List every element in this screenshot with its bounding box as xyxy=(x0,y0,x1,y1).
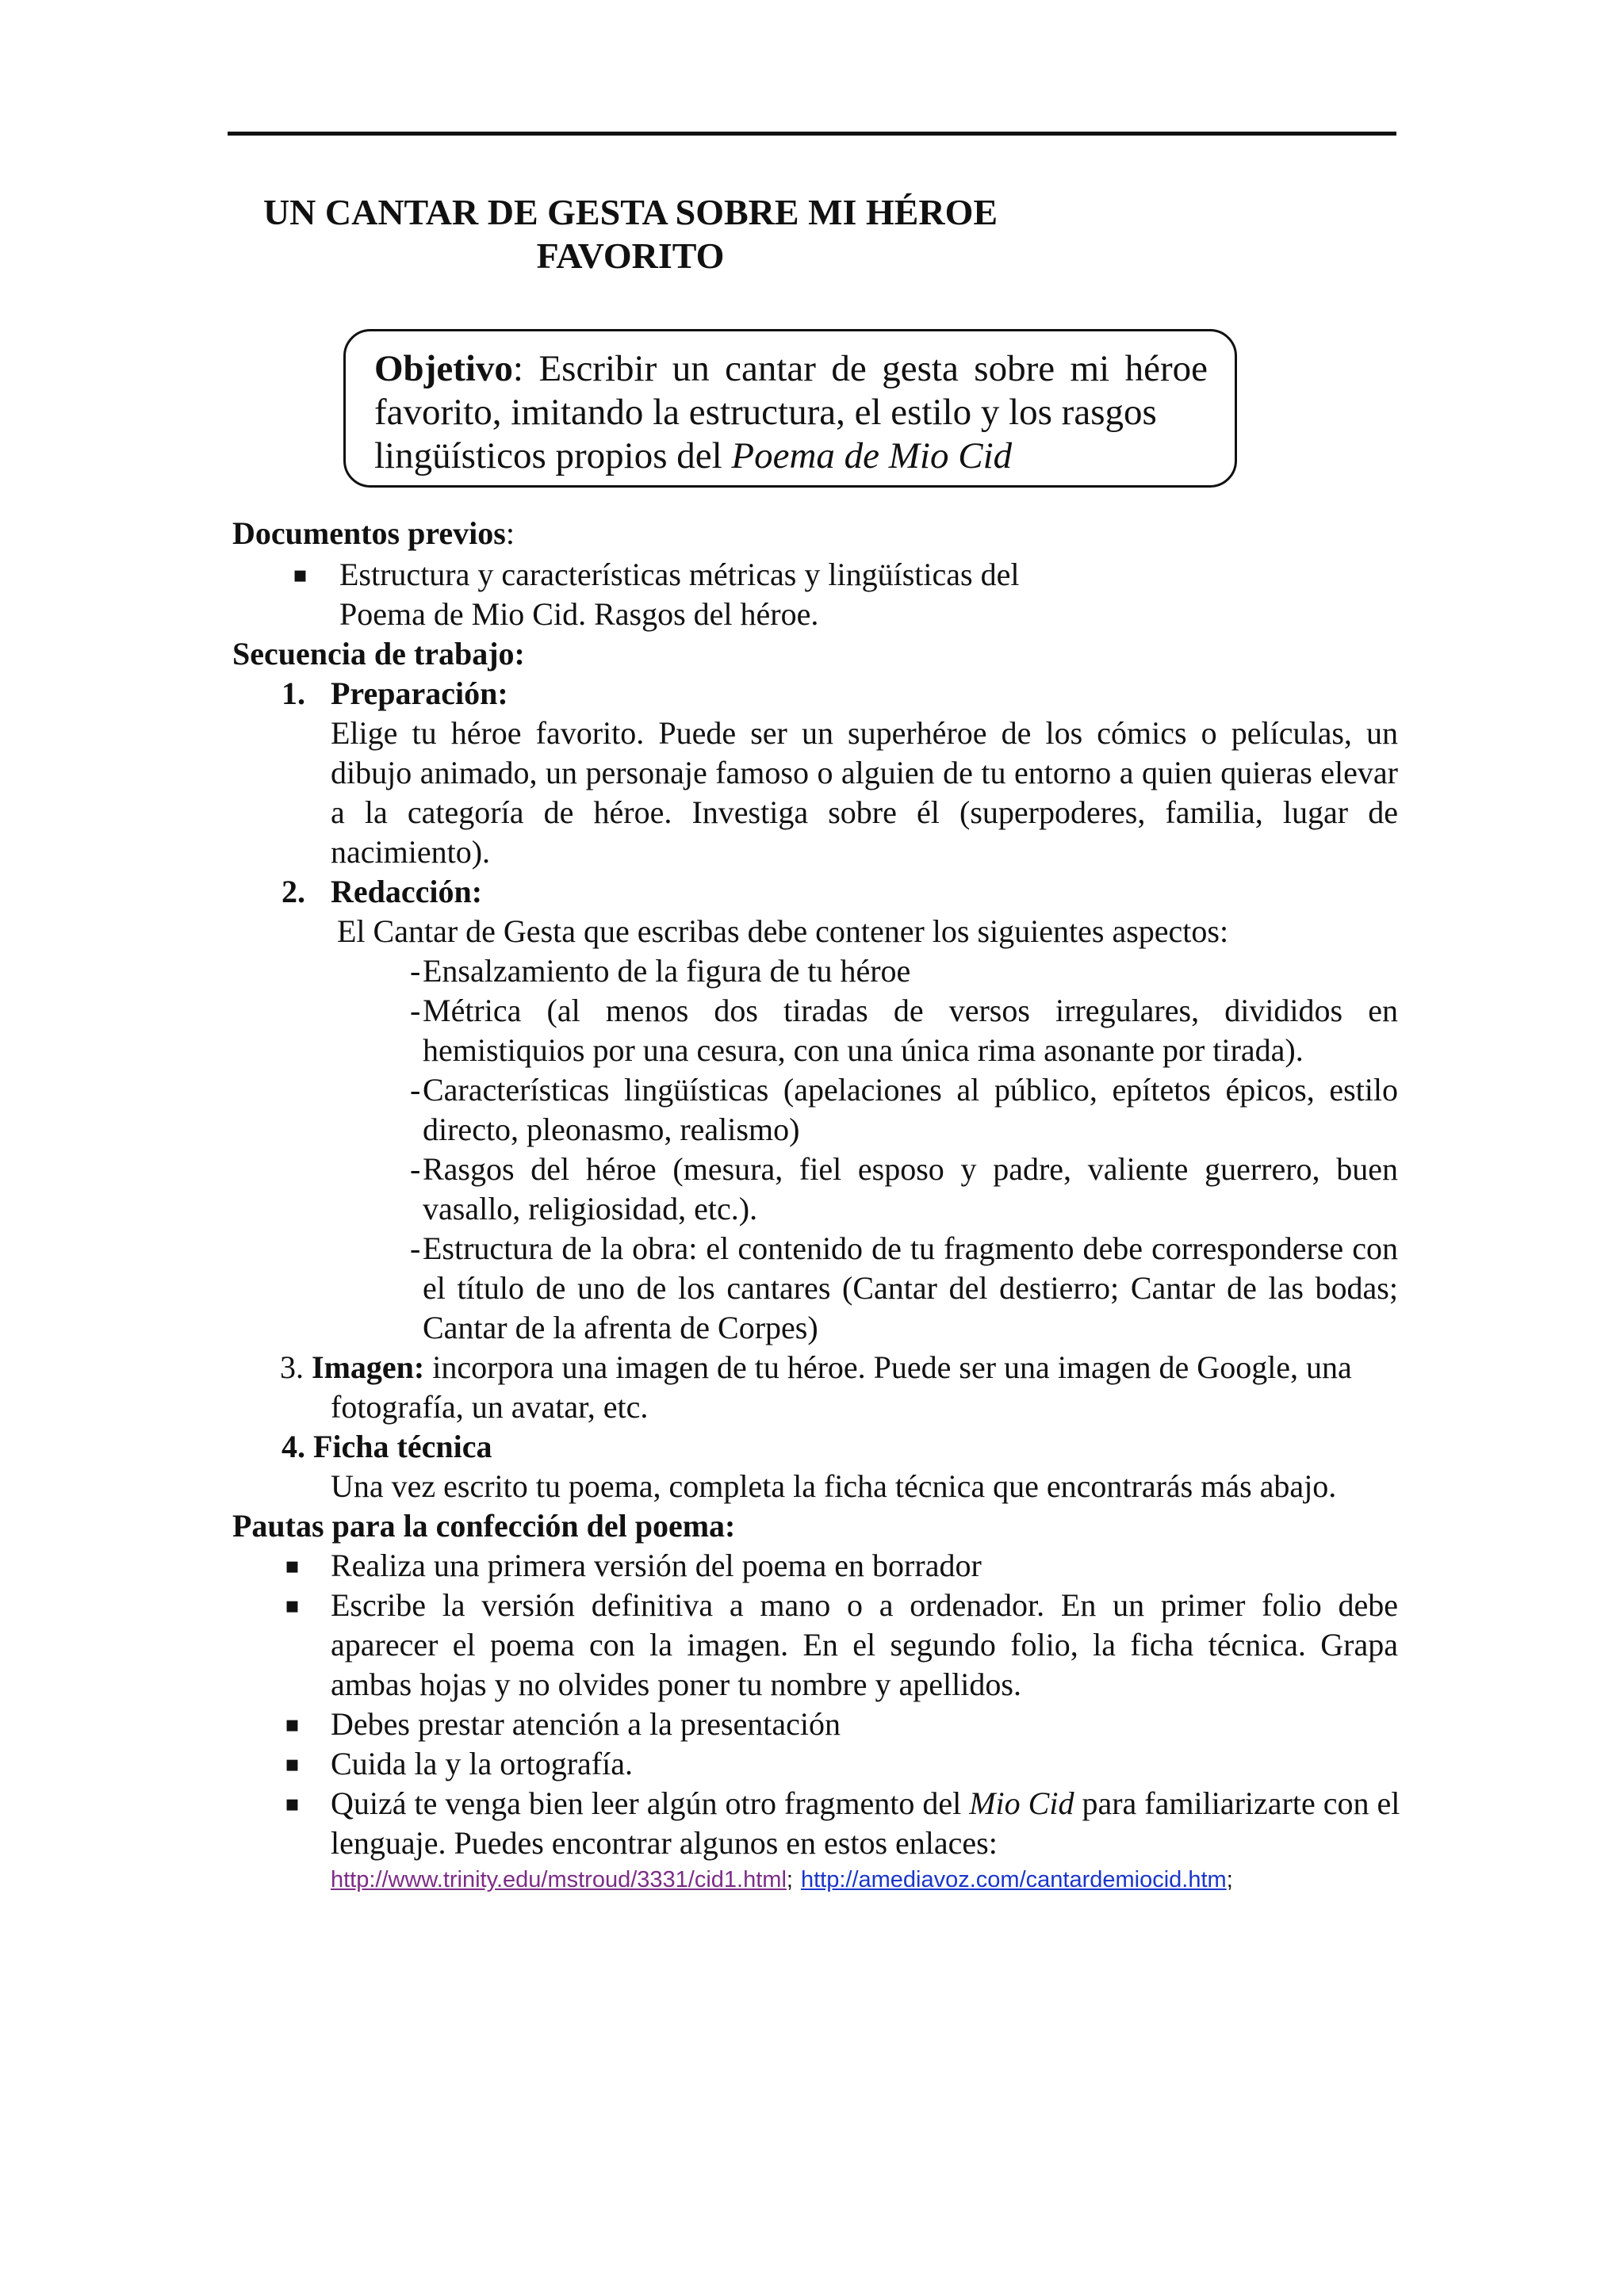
list-item xyxy=(232,1744,1398,1784)
title-line-1: UN CANTAR DE GESTA SOBRE MI HÉROE xyxy=(262,192,998,232)
list-item xyxy=(232,555,1398,634)
links-row xyxy=(331,1863,1398,1895)
documentos-previos-heading: Documentos previos: xyxy=(232,515,515,551)
amediavoz-link[interactable]: http://amediavoz.com/cantardemiocid.htm xyxy=(800,1867,1227,1892)
aspect-text: Métrica (al menos dos tiradas de versos irregulares, divididos en hemistiquios por una cesura, con una única rima asonante por tirada). xyxy=(423,993,1398,1068)
objective-text: : Escribir un cantar de gesta sobre mi héroe favorito, imitando la estructura, el estilo y los rasgos xyxy=(374,348,1208,433)
aspect-text: Estructura de la obra: el contenido de tu fragmento debe corresponderse con el título de uno de los cantares (Cantar del destierro; Cantar de las bodas; Cantar de la afrenta de Corpes) xyxy=(423,1230,1398,1345)
bullet-icon: ▪ xyxy=(285,1790,300,1816)
dash-marker: - xyxy=(410,1072,421,1108)
pauta-text: Quizá te venga bien leer algún otro fragmento del xyxy=(331,1785,970,1821)
list-item xyxy=(410,1070,1398,1150)
pauta-text: Escribe la versión definitiva a mano o a ordenador. En un primer folio debe aparecer el poema con la imagen. En el segundo folio, la ficha técnica. Grapa ambas hojas y no olvides poner tu nombre y apellidos. xyxy=(331,1587,1398,1702)
objective-text-end: lingüísticos propios del xyxy=(374,435,732,476)
pautas-heading: Pautas para la confección del poema: xyxy=(232,1508,736,1544)
step-1 xyxy=(232,674,1398,872)
list-item xyxy=(232,1784,1398,1863)
bullet-icon: ▪ xyxy=(293,561,308,587)
bullet-icon: ▪ xyxy=(285,1751,300,1777)
step-title: Imagen: xyxy=(312,1349,425,1385)
bullet-icon: ▪ xyxy=(285,1711,300,1737)
aspect-text: Características lingüísticas (apelaciones al público, epítetos épicos, estilo directo, pleonasmo, realismo) xyxy=(423,1072,1398,1147)
objective-work-title: Poema de Mio Cid xyxy=(731,435,1013,476)
dash-marker: - xyxy=(410,1230,421,1266)
page-title xyxy=(198,190,1063,277)
step-title: Ficha técnica xyxy=(313,1429,492,1464)
secuencia-heading: Secuencia de trabajo: xyxy=(232,636,525,672)
trinity-link[interactable]: http://www.trinity.edu/mstroud/3331/cid1.html xyxy=(331,1867,787,1892)
objective-last-line xyxy=(374,434,1208,478)
dash-marker: - xyxy=(410,953,421,989)
step-number: 3. xyxy=(280,1349,304,1385)
step-text-line-2: fotografía, un avatar, etc. xyxy=(331,1389,649,1425)
bullet-icon: ▪ xyxy=(285,1592,300,1618)
pauta-text: Debes prestar atención a la presentación xyxy=(331,1706,841,1742)
mio-cid-title: Mio Cid xyxy=(969,1785,1074,1821)
pauta-text: Cuida la y la ortografía. xyxy=(331,1746,633,1781)
step-3 xyxy=(232,1348,1398,1427)
document-body xyxy=(232,514,1398,1895)
list-item xyxy=(232,1705,1398,1744)
title-line-2: FAVORITO xyxy=(536,235,725,276)
step-intro: El Cantar de Gesta que escribas debe contener los siguientes aspectos: xyxy=(337,913,1229,949)
dash-marker: - xyxy=(410,993,421,1028)
step-title: Preparación: xyxy=(331,675,508,711)
step-number: 1. xyxy=(282,675,305,711)
aspect-text: Rasgos del héroe (mesura, fiel esposo y padre, valiente guerrero, buen vasallo, religiosidad, etc.). xyxy=(423,1151,1398,1226)
pauta-text: para familiarizarte con el xyxy=(1074,1785,1400,1821)
objective-label: Objetivo xyxy=(374,348,513,389)
step-text-line-1: incorpora una imagen de tu héroe. Puede ser una imagen de Google, una xyxy=(432,1349,1352,1385)
step-number: 4. xyxy=(282,1429,305,1464)
list-item xyxy=(410,1150,1398,1229)
bullet-icon: ▪ xyxy=(285,1552,300,1578)
step-title: Redacción: xyxy=(331,874,483,909)
list-item xyxy=(232,1586,1398,1705)
step-text: Una vez escrito tu poema, completa la ficha técnica que encontrarás más abajo. xyxy=(331,1468,1337,1504)
header-rule xyxy=(228,132,1396,136)
aspect-text: Ensalzamiento de la figura de tu héroe xyxy=(423,953,911,989)
documentos-item-line-1: Estructura y características métricas y lingüísticas del xyxy=(339,557,1020,592)
pauta-text: Realiza una primera versión del poema en borrador xyxy=(331,1548,982,1583)
documentos-item-line-2: Poema de Mio Cid. Rasgos del héroe. xyxy=(339,596,819,632)
link-separator: ; xyxy=(786,1867,793,1892)
list-item xyxy=(232,1546,1398,1586)
dash-marker: - xyxy=(410,1151,421,1187)
step-4 xyxy=(232,1427,1398,1506)
list-item xyxy=(410,1229,1398,1348)
link-separator: ; xyxy=(1226,1867,1233,1892)
objective-box xyxy=(343,329,1237,488)
pauta-text-line-2: lenguaje. Puedes encontrar algunos en estos enlaces: xyxy=(331,1825,998,1861)
step-text: Elige tu héroe favorito. Puede ser un superhéroe de los cómics o películas, un dibujo animado, un personaje famoso o alguien de tu entorno a quien quieras elevar a la categoría de héroe. Investiga sobre él (superpoderes, familia, lugar de nacimiento). xyxy=(331,715,1398,870)
step-number: 2. xyxy=(282,874,305,909)
list-item xyxy=(410,951,1398,991)
step-2 xyxy=(232,872,1398,1348)
list-item xyxy=(410,991,1398,1070)
